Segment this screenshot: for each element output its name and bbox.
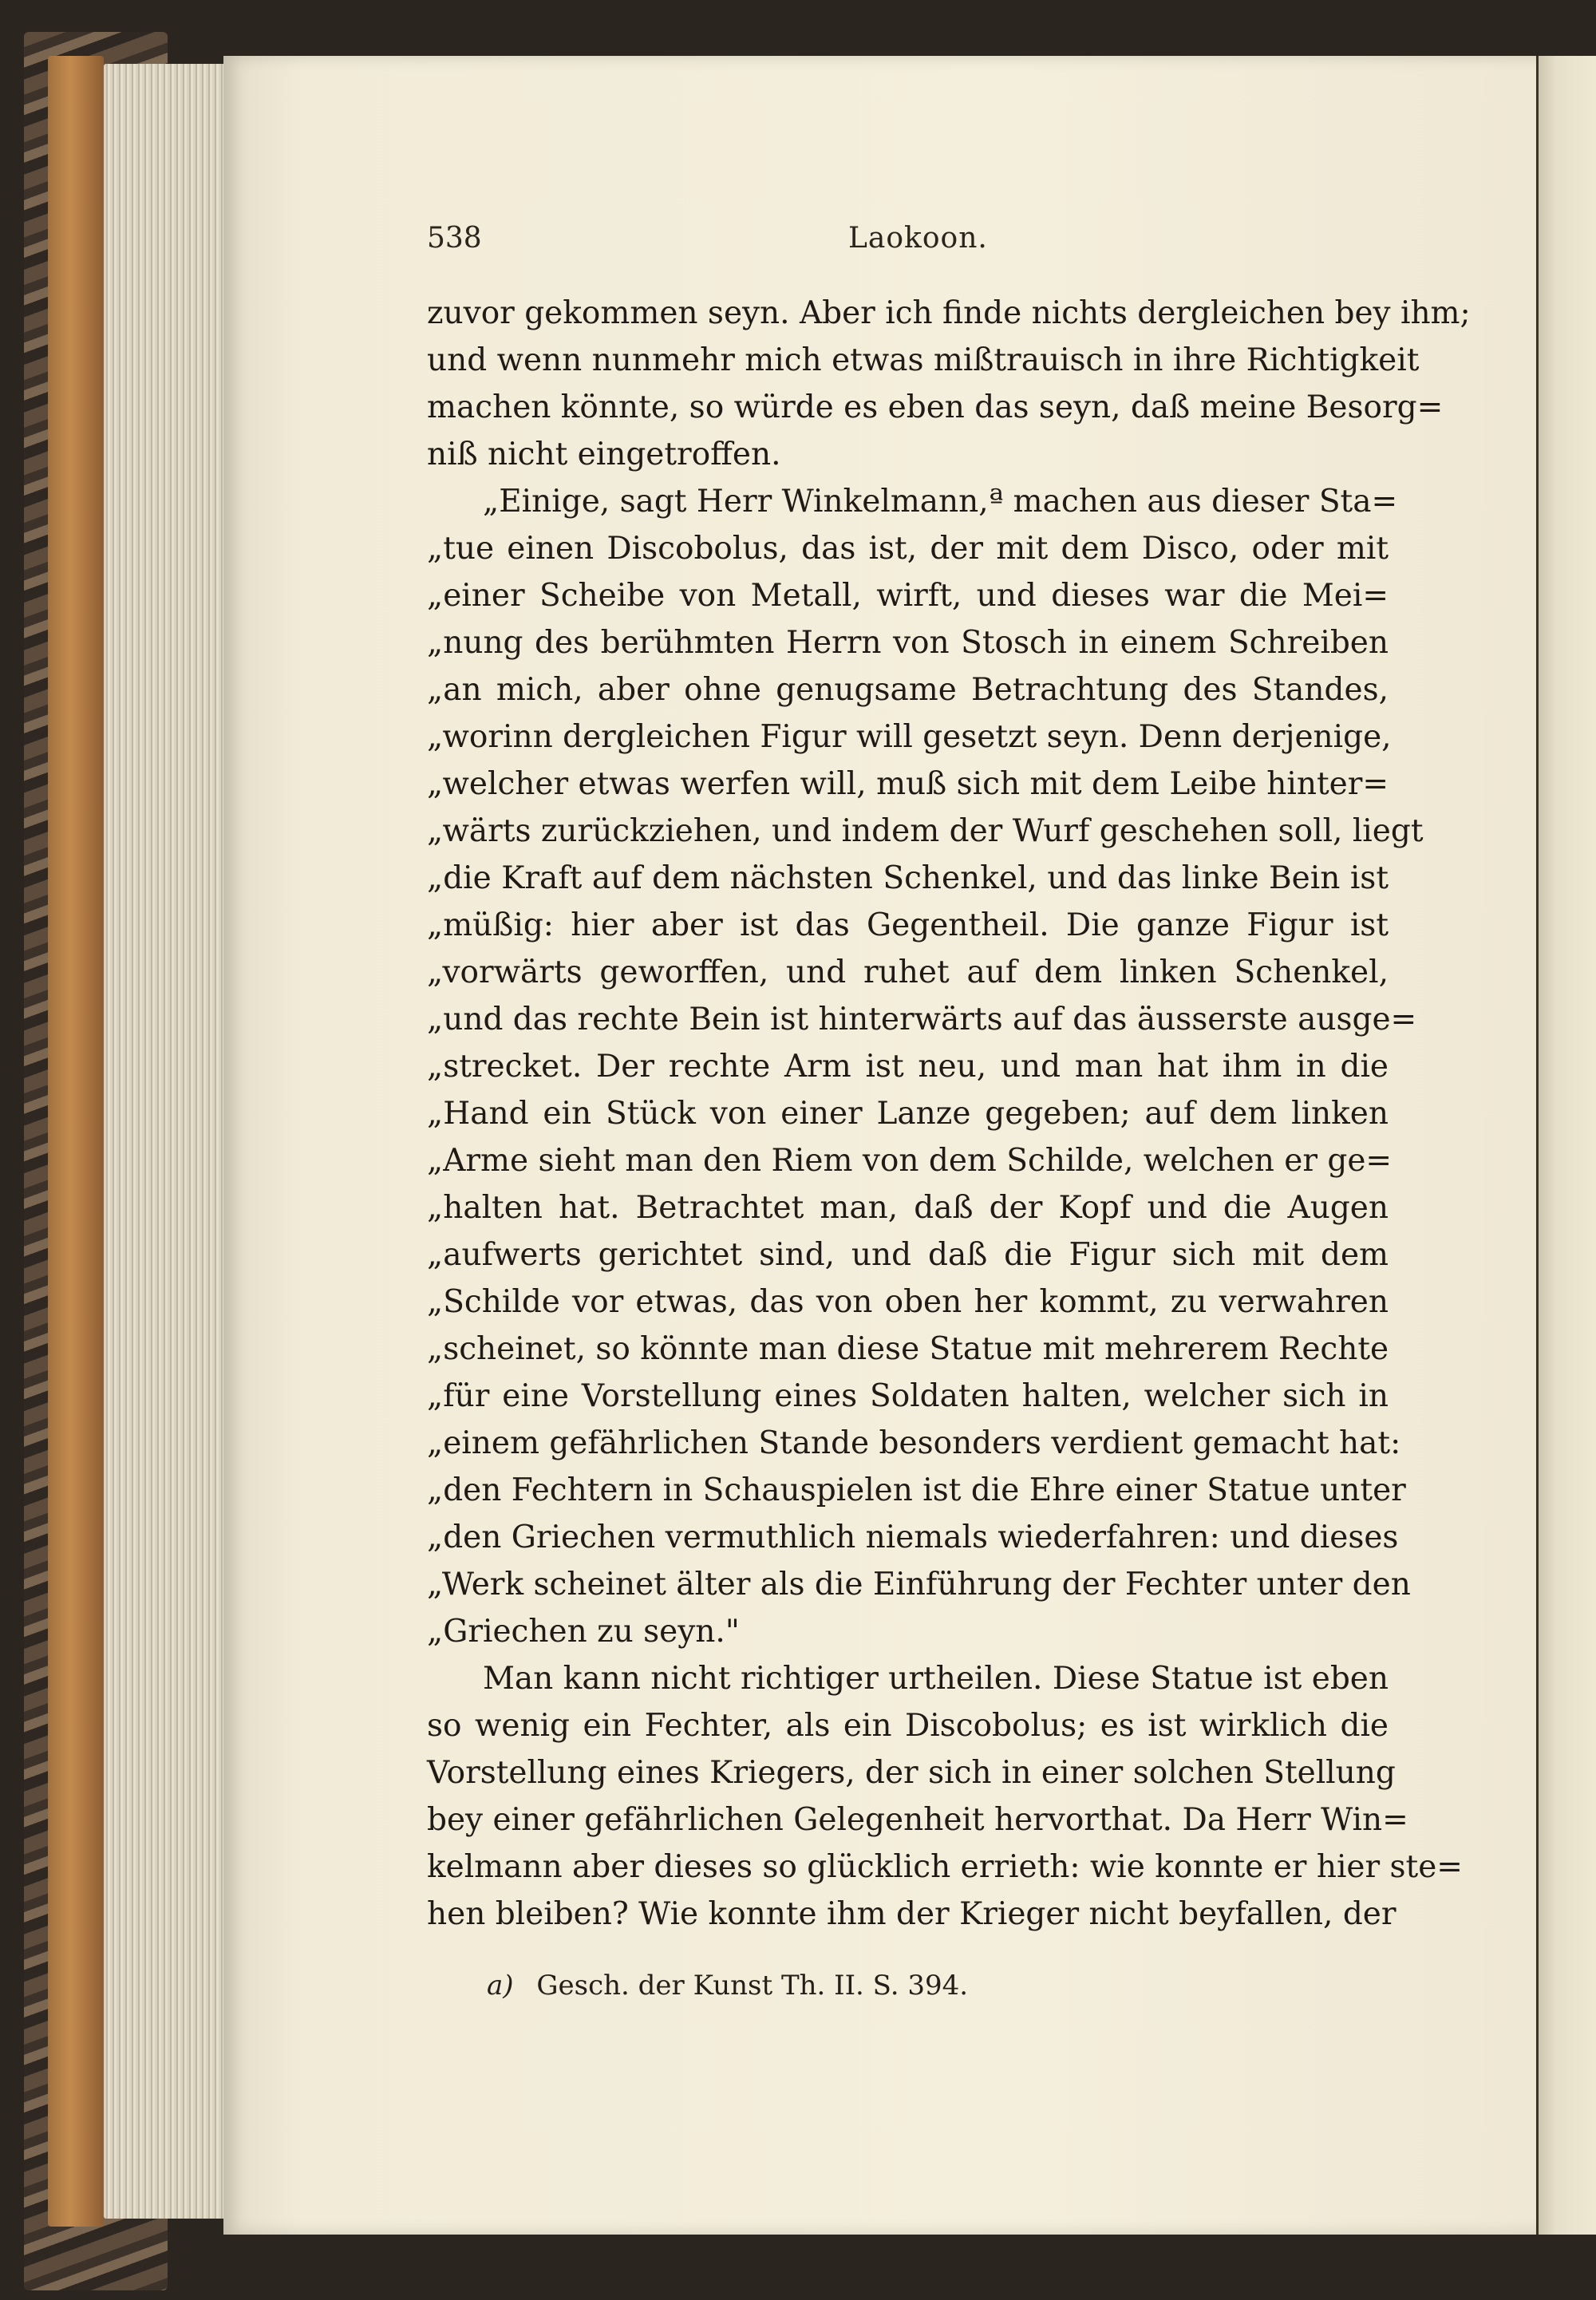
text-line: „Werk scheinet älter als die Einführung der Fechter unter den bbox=[427, 1567, 1411, 1602]
text-line: „scheinet, so könnte man diese Statue mit mehrerem Rechte bbox=[427, 1331, 1389, 1367]
text-line: „Schilde vor etwas, das von oben her kommt, zu verwahren bbox=[427, 1284, 1389, 1320]
text-line: „halten hat. Betrachtet man, daß der Kopf und die Augen bbox=[427, 1190, 1389, 1226]
text-line: „tue einen Discobolus, das ist, der mit dem Disco, oder mit bbox=[427, 531, 1389, 567]
page-number: 538 bbox=[427, 222, 482, 255]
text-line: Vorstellung eines Kriegers, der sich in einer solchen Stellung bbox=[427, 1755, 1396, 1791]
text-line: „vorwärts geworffen, und ruhet auf dem linken Schenkel, bbox=[427, 954, 1389, 990]
footnote-mark: a) bbox=[487, 1970, 514, 2002]
text-line: „und das rechte Bein ist hinterwärts auf das äusserste ausge= bbox=[427, 1002, 1417, 1037]
text-line: „einem gefährlichen Stande besonders verdient gemacht hat: bbox=[427, 1425, 1401, 1461]
text-line: „welcher etwas werfen will, muß sich mit dem Leibe hinter= bbox=[427, 766, 1389, 802]
text-line: „für eine Vorstellung eines Soldaten halten, welcher sich in bbox=[427, 1378, 1389, 1414]
page-block-edges bbox=[104, 64, 231, 2219]
text-line: „Einige, sagt Herr Winkelmann,ª machen aus dieser Sta= bbox=[483, 484, 1398, 520]
text-line: „die Kraft auf dem nächsten Schenkel, und das linke Bein ist bbox=[427, 860, 1389, 896]
text-line: „nung des berühmten Herrn von Stosch in einem Schreiben bbox=[427, 625, 1389, 661]
text-line: hen bleiben? Wie konnte ihm der Krieger nicht beyfallen, der bbox=[427, 1896, 1396, 1932]
text-line: bey einer gefährlichen Gelegenheit hervorthat. Da Herr Win= bbox=[427, 1802, 1408, 1838]
text-line: „den Fechtern in Schauspielen ist die Ehre einer Statue unter bbox=[427, 1472, 1406, 1508]
text-line: „strecket. Der rechte Arm ist neu, und man hat ihm in die bbox=[427, 1049, 1389, 1085]
text-line: machen könnte, so würde es eben das seyn, daß meine Besorg= bbox=[427, 389, 1444, 425]
text-line: „an mich, aber ohne genugsame Betrachtung des Standes, bbox=[427, 672, 1389, 708]
footnote-text: Gesch. der Kunst Th. II. S. 394. bbox=[536, 1970, 969, 2002]
text-line: „müßig: hier aber ist das Gegentheil. Die ganze Figur ist bbox=[427, 907, 1389, 943]
book-spine-edge bbox=[48, 56, 104, 2227]
text-line: und wenn nunmehr mich etwas mißtrauisch in ihre Richtigkeit bbox=[427, 342, 1420, 378]
text-line: „einer Scheibe von Metall, wirft, und dieses war die Mei= bbox=[427, 578, 1389, 614]
text-line: „wärts zurückziehen, und indem der Wurf geschehen soll, liegt bbox=[427, 813, 1424, 849]
text-line: zuvor gekommen seyn. Aber ich finde nichts dergleichen bey ihm; bbox=[427, 295, 1471, 331]
text-line: „Arme sieht man den Riem von dem Schilde, welchen er ge= bbox=[427, 1143, 1393, 1179]
text-line: Man kann nicht richtiger urtheilen. Diese Statue ist eben bbox=[483, 1661, 1389, 1697]
text-line: so wenig ein Fechter, als ein Discobolus; es ist wirklich die bbox=[427, 1708, 1389, 1744]
text-line: kelmann aber dieses so glücklich errieth: wie konnte er hier ste= bbox=[427, 1849, 1463, 1885]
text-line: „Hand ein Stück von einer Lanze gegeben; auf dem linken bbox=[427, 1096, 1389, 1132]
facing-page-edge bbox=[1536, 56, 1596, 2235]
footnote bbox=[487, 1970, 1205, 2002]
text-line: „aufwerts gerichtet sind, und daß die Figur sich mit dem bbox=[427, 1237, 1389, 1273]
page-header bbox=[427, 222, 1385, 262]
running-head: Laokoon. bbox=[848, 222, 988, 255]
text-line: „Griechen zu seyn." bbox=[427, 1614, 740, 1650]
text-line: „worinn dergleichen Figur will gesetzt seyn. Denn derjenige, bbox=[427, 719, 1392, 755]
text-line: niß nicht eingetroffen. bbox=[427, 437, 781, 472]
text-line: „den Griechen vermuthlich niemals wiederfahren: und dieses bbox=[427, 1520, 1399, 1555]
